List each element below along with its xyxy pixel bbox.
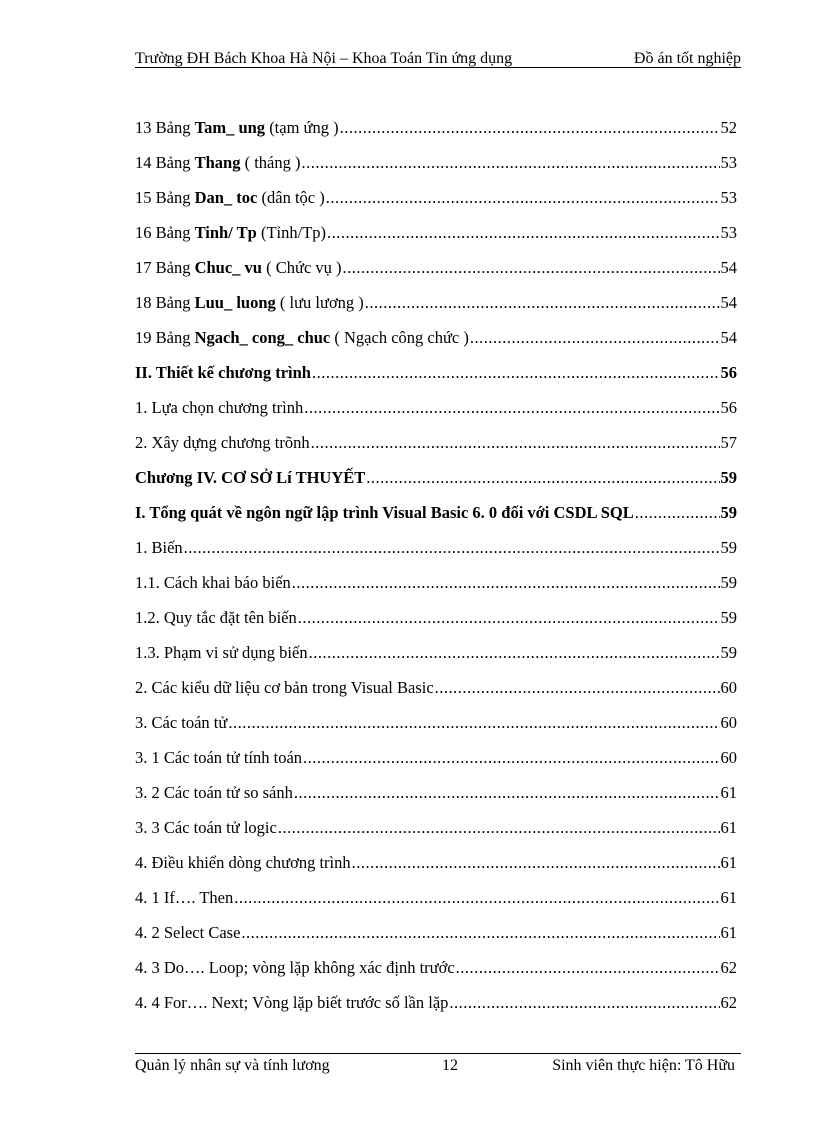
toc-entry[interactable] [135, 711, 737, 746]
toc-entry-title: 1.1. Cách khai báo biến [135, 573, 291, 592]
toc-dot-leader [340, 116, 720, 140]
toc-entry-title: II. Thiết kế chương trình [135, 363, 311, 382]
toc-entry-title: 2. Các kiểu dữ liệu cơ bản trong Visual Basic [135, 678, 434, 697]
toc-entry[interactable] [135, 641, 737, 676]
toc-entry-title: 1.3. Phạm vi sử dụng biến [135, 643, 308, 662]
toc-entry-title: 4. 1 If…. Then [135, 888, 234, 907]
toc-entry-title: 3. 2 Các toán tử so sánh [135, 783, 293, 802]
toc-page-number: 59 [720, 643, 737, 662]
toc-dot-leader [635, 501, 720, 525]
toc-page-number: 60 [720, 713, 737, 732]
toc-entry[interactable] [135, 676, 737, 711]
toc-dot-leader [184, 536, 720, 560]
toc-entry[interactable] [135, 606, 737, 641]
page-footer [135, 1056, 741, 1076]
toc-dot-leader [298, 606, 720, 630]
toc-entry[interactable] [135, 571, 737, 606]
toc-page-number: 54 [720, 328, 737, 347]
toc-dot-leader [234, 886, 719, 910]
toc-dot-leader [365, 291, 720, 315]
header-school: Trường ĐH Bách Khoa Hà Nội – Khoa Toán Tin ứng dụng [135, 50, 513, 67]
toc-entry[interactable] [135, 991, 737, 1026]
toc-dot-leader [309, 641, 720, 665]
toc-dot-leader [292, 571, 720, 595]
toc-entry[interactable] [135, 781, 737, 816]
toc-dot-leader [352, 851, 720, 875]
toc-entry-title: 1. Lựa chọn chương trình [135, 398, 304, 417]
toc-entry[interactable] [135, 396, 737, 431]
toc-page-number: 61 [720, 923, 737, 942]
toc-entry[interactable] [135, 816, 737, 851]
toc-entry-title: 18 Bảng Luu_ luong ( lưu lương ) [135, 293, 364, 312]
toc-entry-title: 3. 3 Các toán tử logic [135, 818, 277, 837]
toc-entry[interactable] [135, 466, 737, 501]
toc-dot-leader [343, 256, 720, 280]
toc-page-number: 54 [720, 293, 737, 312]
toc-page-number: 61 [720, 888, 737, 907]
toc-entry-title: I. Tổng quát về ngôn ngữ lập trình Visual Basic 6. 0 đối với CSDL SQL [135, 503, 634, 522]
toc-entry[interactable] [135, 501, 737, 536]
toc-dot-leader [303, 746, 719, 770]
toc-entry[interactable] [135, 326, 737, 361]
toc-dot-leader [294, 781, 720, 805]
toc-page-number: 61 [720, 783, 737, 802]
toc-entry[interactable] [135, 431, 737, 466]
toc-entry-title: 16 Bảng Tinh/ Tp (Tỉnh/Tp) [135, 223, 327, 242]
toc-page-number: 53 [720, 188, 737, 207]
toc-entry[interactable] [135, 151, 737, 186]
toc-dot-leader [311, 431, 720, 455]
toc-dot-leader [312, 361, 720, 385]
toc-page-number: 53 [720, 153, 737, 172]
toc-entry[interactable] [135, 116, 737, 151]
page-number: 12 [442, 1057, 458, 1074]
toc-dot-leader [470, 326, 720, 350]
footer-rule [135, 1053, 741, 1054]
toc-page-number: 62 [720, 958, 737, 977]
header-rule [135, 67, 741, 68]
toc-entry-title: 14 Bảng Thang ( tháng ) [135, 153, 301, 172]
toc-page-number: 59 [720, 573, 737, 592]
toc-page-number: 54 [720, 258, 737, 277]
toc-entry[interactable] [135, 956, 737, 991]
page-header [135, 50, 741, 68]
toc-entry[interactable] [135, 361, 737, 396]
toc-entry-title: 2. Xây dựng chương trõnh [135, 433, 310, 452]
toc-page-number: 61 [720, 818, 737, 837]
toc-entry-title: Chương IV. CƠ SỞ Lí THUYẾT [135, 468, 366, 487]
table-of-contents [135, 116, 737, 1026]
footer-project-title: Quản lý nhân sự và tính lương [135, 1057, 330, 1074]
toc-page-number: 56 [720, 363, 737, 382]
toc-entry-title: 3. 1 Các toán tử tính toán [135, 748, 303, 767]
toc-dot-leader [327, 221, 719, 245]
toc-page-number: 61 [720, 853, 737, 872]
toc-entry[interactable] [135, 746, 737, 781]
toc-entry-title: 4. 4 For…. Next; Vòng lặp biết trước số lần lặp [135, 993, 449, 1012]
toc-entry-title: 4. Điều khiển dòng chương trình [135, 853, 351, 872]
toc-entry-title: 13 Bảng Tam_ ung (tạm ứng ) [135, 118, 339, 137]
toc-page-number: 59 [720, 468, 737, 487]
toc-entry-title: 4. 2 Select Case [135, 923, 241, 942]
toc-entry[interactable] [135, 536, 737, 571]
toc-entry[interactable] [135, 291, 737, 326]
header-doc-type: Đồ án tốt nghiệp [633, 50, 741, 67]
toc-page-number: 59 [720, 503, 737, 522]
toc-entry[interactable] [135, 221, 737, 256]
toc-entry[interactable] [135, 886, 737, 921]
toc-dot-leader [449, 991, 719, 1015]
toc-dot-leader [456, 956, 720, 980]
toc-dot-leader [228, 711, 719, 735]
toc-entry[interactable] [135, 186, 737, 221]
toc-dot-leader [435, 676, 720, 700]
toc-entry-title: 15 Bảng Dan_ toc (dân tộc ) [135, 188, 325, 207]
toc-dot-leader [304, 396, 719, 420]
toc-page-number: 59 [720, 538, 737, 557]
toc-page-number: 60 [720, 678, 737, 697]
toc-page-number: 57 [720, 433, 737, 452]
toc-entry-title: 17 Bảng Chuc_ vu ( Chức vụ ) [135, 258, 342, 277]
toc-page-number: 59 [720, 608, 737, 627]
toc-page-number: 62 [720, 993, 737, 1012]
toc-dot-leader [278, 816, 720, 840]
toc-page-number: 60 [720, 748, 737, 767]
toc-entry-title: 1. Biến [135, 538, 183, 557]
toc-dot-leader [366, 466, 719, 490]
toc-page-number: 53 [720, 223, 737, 242]
footer-author: Sinh viên thực hiện: Tô Hữu [552, 1057, 735, 1074]
toc-entry[interactable] [135, 921, 737, 956]
toc-entry[interactable] [135, 851, 737, 886]
toc-entry-title: 3. Các toán tử [135, 713, 228, 732]
toc-dot-leader [301, 151, 719, 175]
toc-page-number: 52 [720, 118, 737, 137]
toc-entry-title: 1.2. Quy tắc đặt tên biến [135, 608, 297, 627]
toc-entry-title: 19 Bảng Ngach_ cong_ chuc ( Ngạch công chức ) [135, 328, 469, 347]
toc-dot-leader [241, 921, 719, 945]
toc-page-number: 56 [720, 398, 737, 417]
toc-dot-leader [326, 186, 720, 210]
toc-entry[interactable] [135, 256, 737, 291]
toc-entry-title: 4. 3 Do…. Loop; vòng lặp không xác định trước [135, 958, 455, 977]
